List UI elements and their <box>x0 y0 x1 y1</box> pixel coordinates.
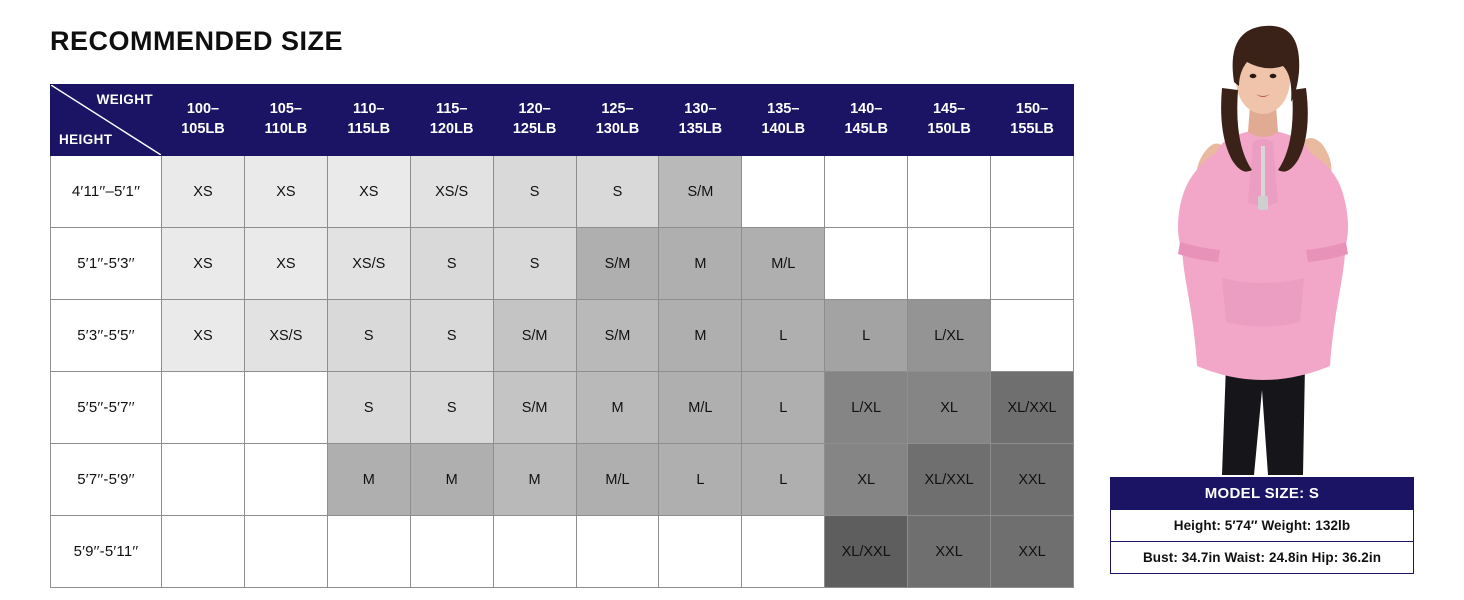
size-cell <box>825 156 908 228</box>
table-row <box>51 300 1074 372</box>
weight-column-header: 120– 125LB <box>493 85 576 156</box>
table-row <box>51 372 1074 444</box>
size-cell: M/L <box>576 444 659 516</box>
height-row-header: 5′1′′-5′3′′ <box>51 228 162 300</box>
model-info-box <box>1110 477 1414 574</box>
size-cell: XL <box>825 444 908 516</box>
model-measurements: Bust: 34.7in Waist: 24.8in Hip: 36.2in <box>1111 541 1413 573</box>
size-cell: XS <box>162 228 245 300</box>
height-row-header: 5′5′′-5′7′′ <box>51 372 162 444</box>
table-header <box>51 85 1074 156</box>
size-cell: XS <box>162 300 245 372</box>
size-cell: L/XL <box>825 372 908 444</box>
size-cell <box>659 516 742 588</box>
table-row <box>51 228 1074 300</box>
size-cell: L <box>659 444 742 516</box>
table-body <box>51 156 1074 588</box>
size-cell: M <box>493 444 576 516</box>
model-height-weight: Height: 5′74′′ Weight: 132lb <box>1111 509 1413 541</box>
size-cell: S <box>410 372 493 444</box>
size-cell: L <box>742 372 825 444</box>
weight-column-header: 115– 120LB <box>410 85 493 156</box>
size-cell: M <box>659 228 742 300</box>
height-axis-label: HEIGHT <box>59 131 113 147</box>
size-cell: L <box>742 300 825 372</box>
size-cell <box>162 372 245 444</box>
weight-column-header: 140– 145LB <box>825 85 908 156</box>
weight-column-header: 100– 105LB <box>162 85 245 156</box>
size-cell: XXL <box>991 516 1074 588</box>
size-cell: XL <box>908 372 991 444</box>
size-cell <box>576 516 659 588</box>
size-cell <box>991 228 1074 300</box>
size-cell <box>908 156 991 228</box>
model-photo <box>1110 10 1416 475</box>
size-cell <box>493 516 576 588</box>
weight-column-header: 135– 140LB <box>742 85 825 156</box>
size-cell: M <box>576 372 659 444</box>
size-cell <box>908 228 991 300</box>
size-cell: XXL <box>991 444 1074 516</box>
size-cell: XS <box>244 228 327 300</box>
size-cell: M <box>410 444 493 516</box>
size-cell: S <box>576 156 659 228</box>
size-cell: XL/XXL <box>825 516 908 588</box>
weight-axis-label: WEIGHT <box>96 92 153 107</box>
table-row <box>51 516 1074 588</box>
table-row <box>51 156 1074 228</box>
size-cell: XS <box>162 156 245 228</box>
size-cell <box>825 228 908 300</box>
size-cell: S <box>410 300 493 372</box>
size-cell <box>244 516 327 588</box>
table-row <box>51 444 1074 516</box>
size-cell: XS/S <box>410 156 493 228</box>
weight-column-header: 105– 110LB <box>244 85 327 156</box>
model-size-heading: MODEL SIZE: S <box>1111 478 1413 509</box>
recommended-size-table <box>50 84 1074 588</box>
size-cell <box>410 516 493 588</box>
size-cell: S <box>410 228 493 300</box>
size-cell <box>742 516 825 588</box>
weight-column-header: 110– 115LB <box>327 85 410 156</box>
model-illustration-icon <box>1110 10 1416 475</box>
size-cell: M/L <box>742 228 825 300</box>
size-cell <box>991 300 1074 372</box>
size-cell: XS <box>327 156 410 228</box>
size-cell <box>244 372 327 444</box>
size-cell <box>162 444 245 516</box>
size-cell: XS/S <box>327 228 410 300</box>
size-cell <box>244 444 327 516</box>
height-row-header: 5′3′′-5′5′′ <box>51 300 162 372</box>
size-cell: S <box>493 156 576 228</box>
weight-column-header: 150– 155LB <box>991 85 1074 156</box>
weight-column-header: 145– 150LB <box>908 85 991 156</box>
size-cell: S/M <box>493 300 576 372</box>
model-panel <box>1110 10 1416 475</box>
size-cell: XL/XXL <box>908 444 991 516</box>
size-cell <box>742 156 825 228</box>
size-cell: L <box>742 444 825 516</box>
size-table-container <box>50 84 1074 588</box>
size-cell: S <box>327 372 410 444</box>
table-header-row <box>51 85 1074 156</box>
size-cell: XS/S <box>244 300 327 372</box>
size-cell <box>991 156 1074 228</box>
size-cell: XXL <box>908 516 991 588</box>
size-cell: M <box>659 300 742 372</box>
weight-column-header: 130– 135LB <box>659 85 742 156</box>
height-row-header: 4′11′′–5′1′′ <box>51 156 162 228</box>
weight-column-header: 125– 130LB <box>576 85 659 156</box>
height-row-header: 5′9′′-5′11′′ <box>51 516 162 588</box>
size-cell: M/L <box>659 372 742 444</box>
size-cell: S/M <box>493 372 576 444</box>
size-cell: S <box>493 228 576 300</box>
size-cell <box>327 516 410 588</box>
table-corner-header <box>51 85 162 156</box>
size-cell: M <box>327 444 410 516</box>
size-cell: S/M <box>576 228 659 300</box>
height-row-header: 5′7′′-5′9′′ <box>51 444 162 516</box>
size-cell: L/XL <box>908 300 991 372</box>
size-cell <box>162 516 245 588</box>
size-cell: S/M <box>659 156 742 228</box>
size-cell: S <box>327 300 410 372</box>
size-cell: S/M <box>576 300 659 372</box>
page-title: RECOMMENDED SIZE <box>50 26 344 56</box>
size-cell: XS <box>244 156 327 228</box>
size-cell: L <box>825 300 908 372</box>
size-cell: XL/XXL <box>991 372 1074 444</box>
